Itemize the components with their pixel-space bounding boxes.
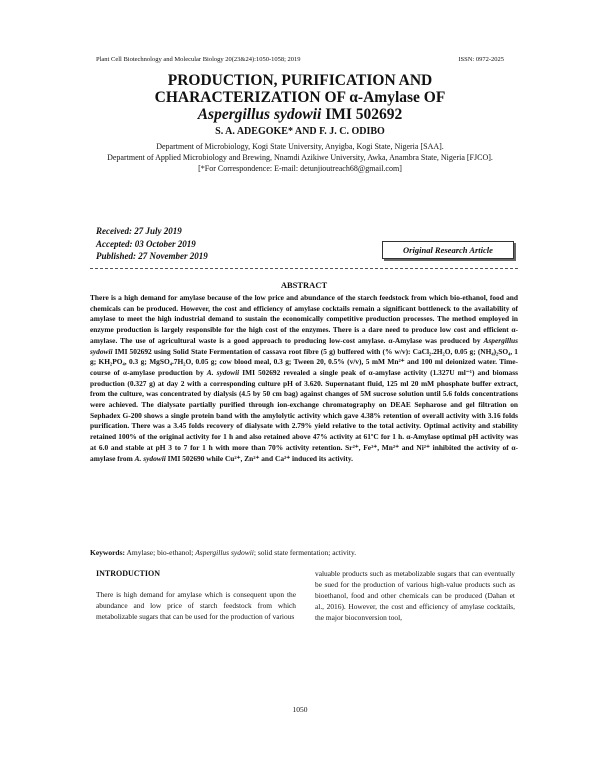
affiliation-1: Department of Microbiology, Kogi State University, Anyigba, Kogi State, Nigeria [SAA]. bbox=[156, 142, 444, 151]
keywords-part-2: ; solid state fermentation; activity. bbox=[253, 548, 357, 557]
intro-heading: INTRODUCTION bbox=[96, 569, 161, 578]
abstract-part-3: IMI 502692 revealed a single peak of α-amylase activity (1.327U ml⁻¹) and biomass production (0.327 g) at day 2 with a corresponding culture pH of 3.620. Supernatant fluid, 125 ml 20 mM phosphate buffer extract, from the culture, was concentrated by dialysis (4.5 by 50 cm bag) against changes of 5M sucrose solution until 5.6 folds concentrations were achieved. The dialysate partially purified through ion-exchange chromatography on DEAE Sepharose and gel filtration on Sephadex G-200 shows a single protein band with the amylolytic activity which gave 4.38% retention of overall activity with 3.16 folds purification. There was a 3.45 folds recovery of dialysate with 2.79% yield relative to the total activity. Optimal activity and stability retained 100% of the original activity for 1 h and also retained above 47% activity at 61ºC for 1 h. α-Amylase optimal pH activity was at 6.0 and stable at pH 3 to 7 for 1 h with more than 70% activity retention. Sr²⁺, Fe²⁺, Mn²⁺ and Ni²⁺ inhibited the activity of α-amylase from bbox=[90, 367, 518, 463]
published-date: Published: 27 November 2019 bbox=[96, 251, 208, 261]
abstract-part-4: IMI 502690 while Cu²⁺, Zn²⁺ and Ca²⁺ induced its activity. bbox=[165, 453, 353, 463]
article-title bbox=[80, 72, 520, 123]
issn: ISSN: 0972-2025 bbox=[458, 56, 504, 63]
received-date: Received: 27 July 2019 bbox=[96, 226, 182, 236]
title-line-2: CHARACTERIZATION OF α-Amylase OF bbox=[154, 89, 446, 106]
section-divider bbox=[90, 268, 518, 269]
journal-citation: Plant Cell Biotechnology and Molecular Biology 20(23&24):1050-1058; 2019 bbox=[96, 56, 301, 63]
keywords-organism: Aspergillus sydowii bbox=[195, 548, 254, 557]
abstract-heading: ABSTRACT bbox=[280, 280, 328, 290]
title-organism: Aspergillus sydowii bbox=[197, 106, 322, 123]
abstract-body bbox=[90, 293, 518, 464]
keywords-label: Keywords: bbox=[90, 548, 125, 557]
keywords bbox=[90, 548, 518, 558]
abstract-organism-2: A. sydowii bbox=[206, 367, 240, 377]
accepted-date: Accepted: 03 October 2019 bbox=[96, 238, 196, 249]
intro-left-text: There is high demand for amylase which is consequent upon the abundance and low price of starch feedstock from which metabolizable sugars that can be used for the production of various bbox=[96, 590, 296, 621]
page-number: 1050 bbox=[292, 705, 308, 714]
abstract-organism-1: Aspergillus sydowii bbox=[90, 335, 518, 356]
journal-header bbox=[96, 56, 504, 63]
authors: S. A. ADEGOKE* AND F. J. C. ODIBO bbox=[215, 126, 385, 137]
title-line-1: PRODUCTION, PURIFICATION AND bbox=[167, 72, 433, 89]
affiliations bbox=[100, 141, 500, 174]
abstract-part-2: IMI 502692 using Solid State Fermentation of cassava root fibre (5 g) buffered with (% w/v): CaCl₂.2H₂O, 0.05 g; (NH₄)₂SO₄, 1 g; KH₂PO₄, 0.3 g; MgSO₄.7H₂O, 0.05 g; cow blood meal, 0.3 g; Tween 20, 0.5% (v/v), 5 mM Mn²⁺ and 100 ml deionized water. Time-course of α-amylase production by bbox=[90, 346, 518, 377]
article-type-badge: Original Research Article bbox=[382, 241, 514, 259]
article-dates bbox=[96, 225, 208, 263]
title-line-3 bbox=[80, 106, 520, 123]
correspondence: [*For Correspondence: E-mail: detunjioutreach68@gmail.com] bbox=[198, 164, 402, 173]
intro-left-column bbox=[96, 568, 296, 622]
affiliation-2: Department of Applied Microbiology and Brewing, Nnamdi Azikiwe University, Awka, Anambra State, Nigeria [FJCO]. bbox=[107, 153, 493, 162]
title-strain: IMI 502692 bbox=[321, 106, 403, 123]
keywords-part-1: Amylase; bio-ethanol; bbox=[125, 548, 196, 557]
abstract-organism-3: A. sydowii bbox=[134, 453, 166, 463]
abstract-part-1: There is a high demand for amylase because of the low price and abundance of the starch feedstock from which bio-ethanol, food and chemicals can be produced. However, the cost and efficiency of amylase cocktails remain a significant bottleneck to the availability of amylase to meet the high industrial demand to sustain the economically competitive production processes. The method employed in enzyme production is largely responsible for the high cost of the enzymes. There is a dare need to produce low cost and efficient α-amylase. The use of agricultural waste is a good approach to producing low-cost amylase. α-Amylase was produced by bbox=[90, 293, 518, 345]
intro-right-column bbox=[315, 568, 515, 623]
intro-right-text: valuable products such as metabolizable sugars that can eventually be sued for the production of various high-value products such as bioethanol, food and other chemicals can be produced (Dahan et al., 2016). However, the cost and efficiency of amylase cocktails, the major bioconversion tool, bbox=[315, 569, 515, 622]
